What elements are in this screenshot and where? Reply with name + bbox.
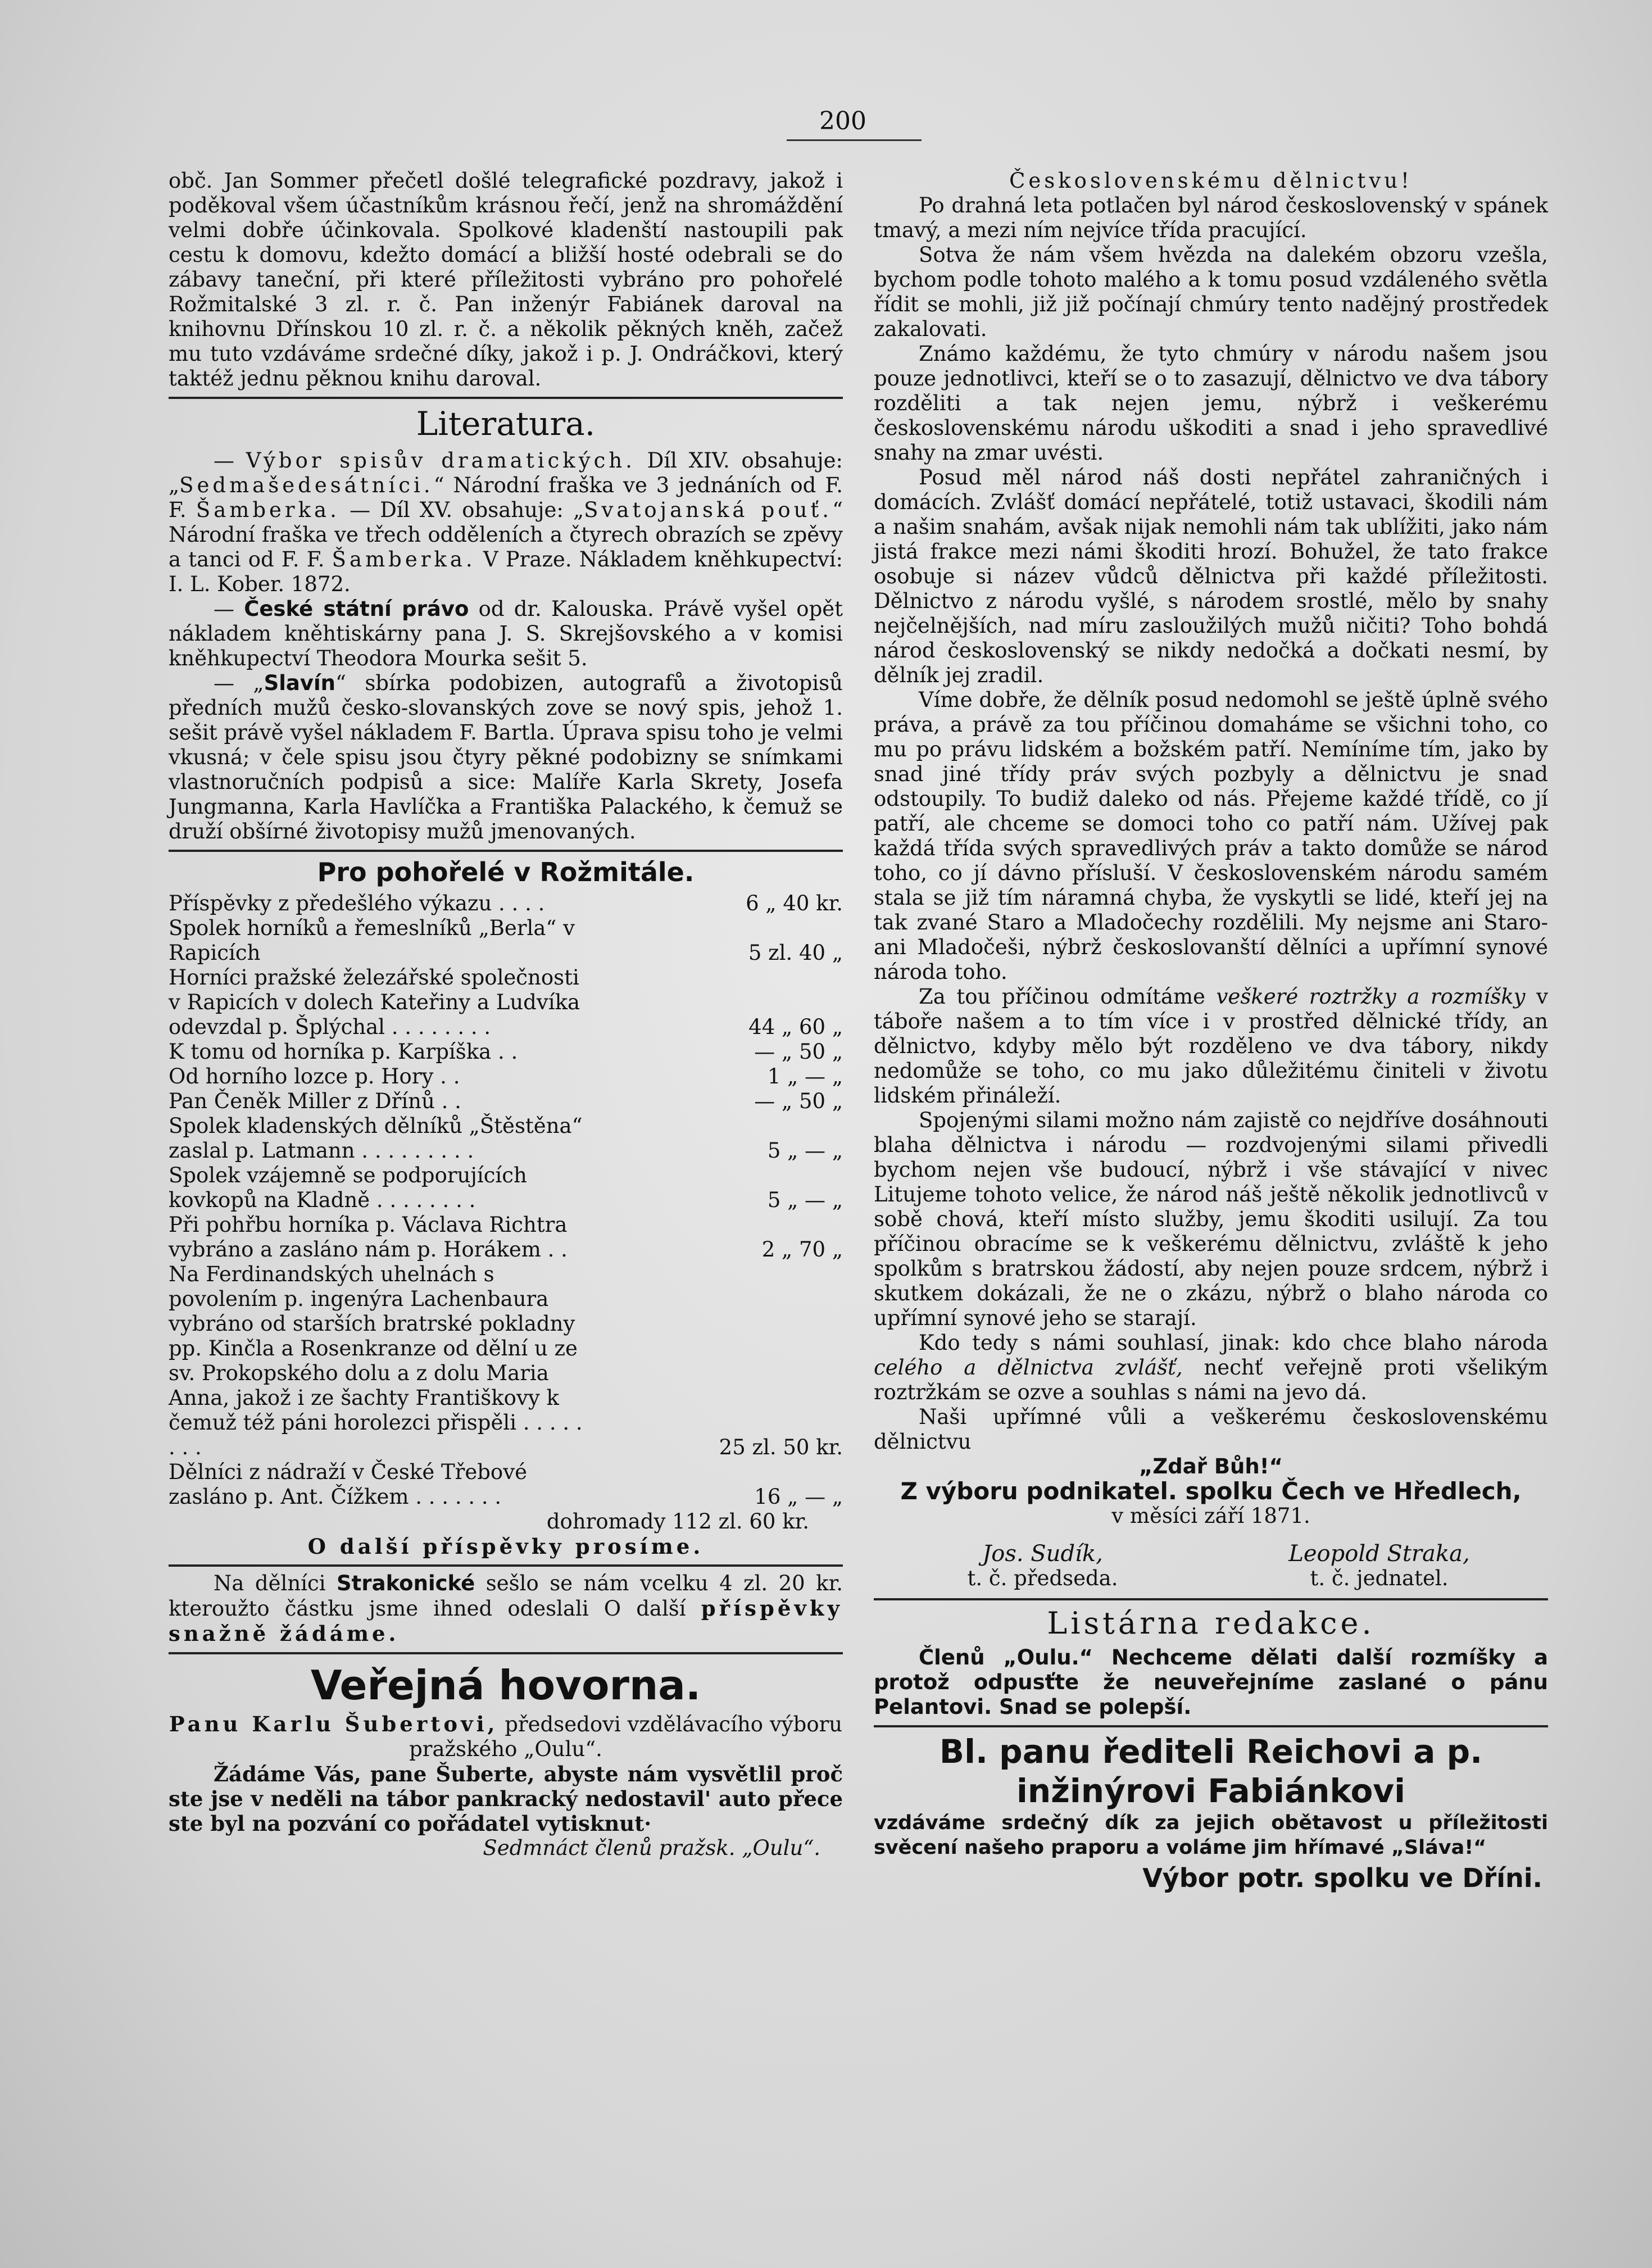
appeal-date: v měsíci září 1871.	[1111, 1504, 1310, 1528]
ledger-row: Horníci pražské železářské společnosti v Rapicích v dolech Kateřiny a Ludvíka odevzdal p. Šplýchal . . . . . . . . 44 „ 60 „	[169, 965, 843, 1039]
ledger-closing-appeal: O další příspěvky prosíme.	[307, 1534, 704, 1559]
ledger-row: Při pohřbu horníka p. Václava Richtra vybráno a zasláno nám p. Horákem . . 2 „ 70 „	[169, 1213, 843, 1262]
appeal-greeting: „Zdař Bůh!“	[1139, 1454, 1283, 1478]
hovorna-body: Žádáme Vás, pane Šuberte, abyste nám vysvětlil proč ste jse v neděli na tábor pankracký nedostavil' auto přece ste byl na pozvání co pořádatel vytisknut·	[169, 1762, 843, 1836]
donation-ledger	[169, 891, 843, 1509]
thanks-text: vzdáváme srdečný dík za jejich obětavost u příležitosti svěcení našeho praporu a voláme jim hřímavé „Sláva!“	[874, 1812, 1548, 1859]
literatura-item-vybor: — Výbor spisův dramatických. Díl XIV. obsahuje: „Sedmašedesátníci.“ Národní fraška ve 3 jednáních od F. F. Šamberka. — Díl XV. obsahuje: „Svatojanská pouť.“ Národní fraška ve třech odděleních a čtyrech obrazích se zpěvy a tanci od F. F. Šamberka. V Praze. Nákladem kněhkupectví: I. L. Kober. 1872.	[169, 448, 843, 596]
ledger-row: Příspěvky z předešlého výkazu . . . . 6 „ 40 kr.	[169, 891, 843, 915]
literatura-heading: Literatura.	[416, 405, 596, 443]
ledger-row: Pan Čeněk Miller z Dřínů . . — „ 50 „	[169, 1089, 843, 1113]
appeal-paragraph: Po drahná leta potlačen byl národ československý v spánek tmavý, a mezi ním nejvíce třída pracující.	[874, 193, 1548, 242]
appeal-paragraph: Posud měl národ náš dosti nepřátel zahraničných i domácích. Zvlášť domácí nepřátelé, totiž ustavaci, škodili nám a našim snahám, avšak nijak nemohli nám tak ublížiti, jako nám jistá frakce mezi námi škoditi hrozí. Bohužel, že tato frakce osobuje si název vůdců dělnictva při každé příležitosti. Dělnictvo z národu vyšlé, s národem srostlé, mělo by snahy nejčelnějších, nad míru zasloužilých mužů ničiti? Toho bohdá národ československý se nikdy nedočká a dočkati nesmí, by dělník jej zradil.	[874, 465, 1548, 687]
thanks-signature: Výbor potr. spolku ve Dříni.	[1142, 1863, 1542, 1893]
hovorna-address: Panu Karlu Šubertovi, předsedovi vzdělávacího výboru pražského „Oulu“.	[169, 1712, 843, 1761]
page-number: 200	[819, 107, 866, 135]
ledger-row: K tomu od horníka p. Karpíška . . — „ 50 „	[169, 1040, 843, 1064]
section-divider	[874, 1725, 1548, 1727]
section-divider	[169, 850, 843, 852]
ledger-row: Dělníci z nádraží v České Třebové zasláno p. Ant. Čížkem . . . . . . . 16 „ — „	[169, 1460, 843, 1509]
appeal-paragraph: Spojenými silami možno nám zajistě co nejdříve dosáhnouti blaha dělnictva i národu — rozdvojenými silami přivedli bychom nejen vše budoucí, nýbrž i vše stávající v nivec Litujeme tohoto velice, že národ náš ještě několik jednotlivců v sobě chová, kteří místo služby, jemu škoditi usilují. Za tou příčinou obracíme se k veškerému dělnictvu, zvláště k jeho spolkům s bratrskou žádostí, aby nejen pouze srdcem, nýbrž i skutkem dokázali, že ne o zkázu, nýbrž o blaho národa co upřímní synové jeho se starají.	[874, 1108, 1548, 1330]
strakonice-paragraph: Na dělníci Strakonické sešlo se nám vcelku 4 zl. 20 kr. kteroužto částku jsme ihned odeslali O další příspěvky snažně žádáme.	[169, 1571, 843, 1646]
hovorna-signature: Sedmnáct členů pražsk. „Oulu“.	[483, 1836, 820, 1860]
listarna-heading: Listárna redakce.	[1047, 1605, 1375, 1641]
appeal-heading: Československému dělnictvu!	[1009, 169, 1413, 193]
ledger-row: Od horního lozce p. Hory . . 1 „ — „	[169, 1064, 843, 1088]
ledger-row: Spolek horníků a řemeslníků „Berla“ v Rapicích 5 zl. 40 „	[169, 916, 843, 965]
appeal-paragraph: Víme dobře, že dělník posud nedomohl se ještě úplně svého práva, a právě za tou příčinou domaháme se všichni toho, co mu po právu lidském a božském patří. Nemíníme tím, jako by snad jiné třídy práv svých pozbyly a dělnictvu je snad odstoupily. To budiž daleko od nás. Přejeme každé třídě, co jí patří, ale chceme se domoci toho co patří nám. Užívej pak každá třída svých spravedlivých práv a takto domůže se národ toho, co jí dávno přísluší. V československém národu samém stala se již tím náramná chyba, že vyskytli se lidé, kteří jej na tak zvané Staro a Mladočechy rozdělili. My nejsme ani Staro- ani Mladočeši, nýbrž českoslovanští dělníci a upřímní synové národa toho.	[874, 688, 1548, 984]
page-number-rule	[787, 139, 922, 141]
literatura-item-statni-pravo: — České státní právo od dr. Kalouska. Právě vyšel opět nákladem kněhtiskárny pana J. S. Skrejšovského a v komisi kněhkupectví Theodora Mourka sešit 5.	[169, 597, 843, 670]
appeal-paragraph: Známo každému, že tyto chmúry v národu našem jsou pouze jednotlivci, kteří se o to zasazují, dělnictvo ve dva tábory rozděliti a tak nejen jemu, nýbrž i veškerému československému národu uškoditi a snad i jeho spravedlivé snahy na zmar uvésti.	[874, 342, 1548, 465]
listarna-text: Členů „Oulu.“ Nechceme dělati další rozmíšky a protož odpusťte že neuveřejníme zaslané o pánu Pelantovi. Snad se polepší.	[874, 1645, 1548, 1719]
section-divider	[169, 397, 843, 399]
appeal-paragraph: Naši upřímné vůli a veškerému československému dělnictvu	[874, 1405, 1548, 1454]
pohorele-heading: Pro pohořelé v Rožmitále.	[317, 857, 695, 887]
thanks-heading: Bl. panu řediteli Reichovi a p. inžinýrovi Fabiánkovi	[939, 1732, 1483, 1810]
ledger-row: Spolek vzájemně se podporujících kovkopů na Kladně . . . . . . . . 5 „ — „	[169, 1163, 843, 1212]
section-divider	[169, 1652, 843, 1654]
section-divider	[874, 1598, 1548, 1600]
left-column	[169, 169, 843, 1861]
signature-secretary: Leopold Straka, t. č. jednatel.	[1288, 1541, 1470, 1590]
literatura-item-slavin: — „Slavín“ sbírka podobizen, autografů a životopisů předních mužů česko-slovanských zove se nový spis, jehož 1. sešit právě vyšel nákladem F. Bartla. Úprava spisu toho je velmi vkusná; v čele spisu jsou čtyry pěkné podobizny se snímkami vlastnoručních podpisů a sice: Malíře Karla Skrety, Josefa Jungmanna, Karla Havlíčka a Františka Palackého, k čemuž se druží obšírné životopisy mužů jmenovaných.	[169, 671, 843, 843]
ledger-row: Na Ferdinandských uhelnách s povolením p. ingenýra Lachenbaura vybráno od starších bratrské pokladny pp. Kinčla a Rosenkranze od dělní u ze sv. Prokopského dolu a z dolu Maria Anna, jakož i ze šachty Františkovy k čemuž též páni horolezci přispěli . . . . . . . . 25 zl. 50 kr.	[169, 1262, 843, 1459]
ledger-row: Spolek kladenských dělníků „Štěstěna“ zaslal p. Latmann . . . . . . . . . 5 „ — „	[169, 1114, 843, 1163]
signature-chairman: Jos. Sudík, t. č. předseda.	[967, 1541, 1118, 1590]
hovorna-heading: Veřejná hovorna.	[310, 1662, 701, 1709]
appeal-paragraph: Za tou příčinou odmítáme veškeré roztržky a rozmíšky v táboře našem a to tím více i v prostřed dělnické třídy, an dělnictvo, kdyby mělo být rozděleno ve dva tábory, nikdy nedomůže se toho, co mu jako důležitému činiteli v životu lidském přináleží.	[874, 985, 1548, 1108]
section-divider	[169, 1564, 843, 1567]
appeal-committee: Z výboru podnikatel. spolku Čech ve Hředlech,	[900, 1477, 1522, 1505]
right-column	[874, 169, 1548, 1893]
intro-paragraph: obč. Jan Sommer přečetl došlé telegrafické pozdravy, jakož i poděkoval všem účastníkům krásnou řečí, jenž na shromáždění velmi dobře účinkovala. Spolkové kladenští nastoupili pak cestu k domovu, kdežto domácí a bližší hosté odebrali se do zábavy taneční, při které příležitosti vybráno pro pohořelé Rožmitalské 3 zl. r. č. Pan inženýr Fabiánek daroval na knihovnu Dřínskou 10 zl. r. č. a několik pěkných kněh, začež mu tuto vzdáváme srdečné díky, jakož i p. J. Ondráčkovi, který taktéž jednu pěknou knihu daroval.	[169, 169, 843, 391]
appeal-paragraph: Sotva že nám všem hvězda na dalekém obzoru vzešla, bychom podle tohoto malého a k tomu posud vzdáleného světla řídit se mohli, již již počínají chmúry tento nadějný prostředek zakalovati.	[874, 243, 1548, 341]
appeal-paragraph: Kdo tedy s námi souhlasí, jinak: kdo chce blaho národa celého a dělnictva zvlášť, nechť veřejně proti všelikým roztržkám se ozve a souhlas s námi na jevo dá.	[874, 1331, 1548, 1404]
appeal-signatures	[874, 1540, 1548, 1593]
ledger-total: dohromady 112 zl. 60 kr.	[546, 1509, 809, 1534]
